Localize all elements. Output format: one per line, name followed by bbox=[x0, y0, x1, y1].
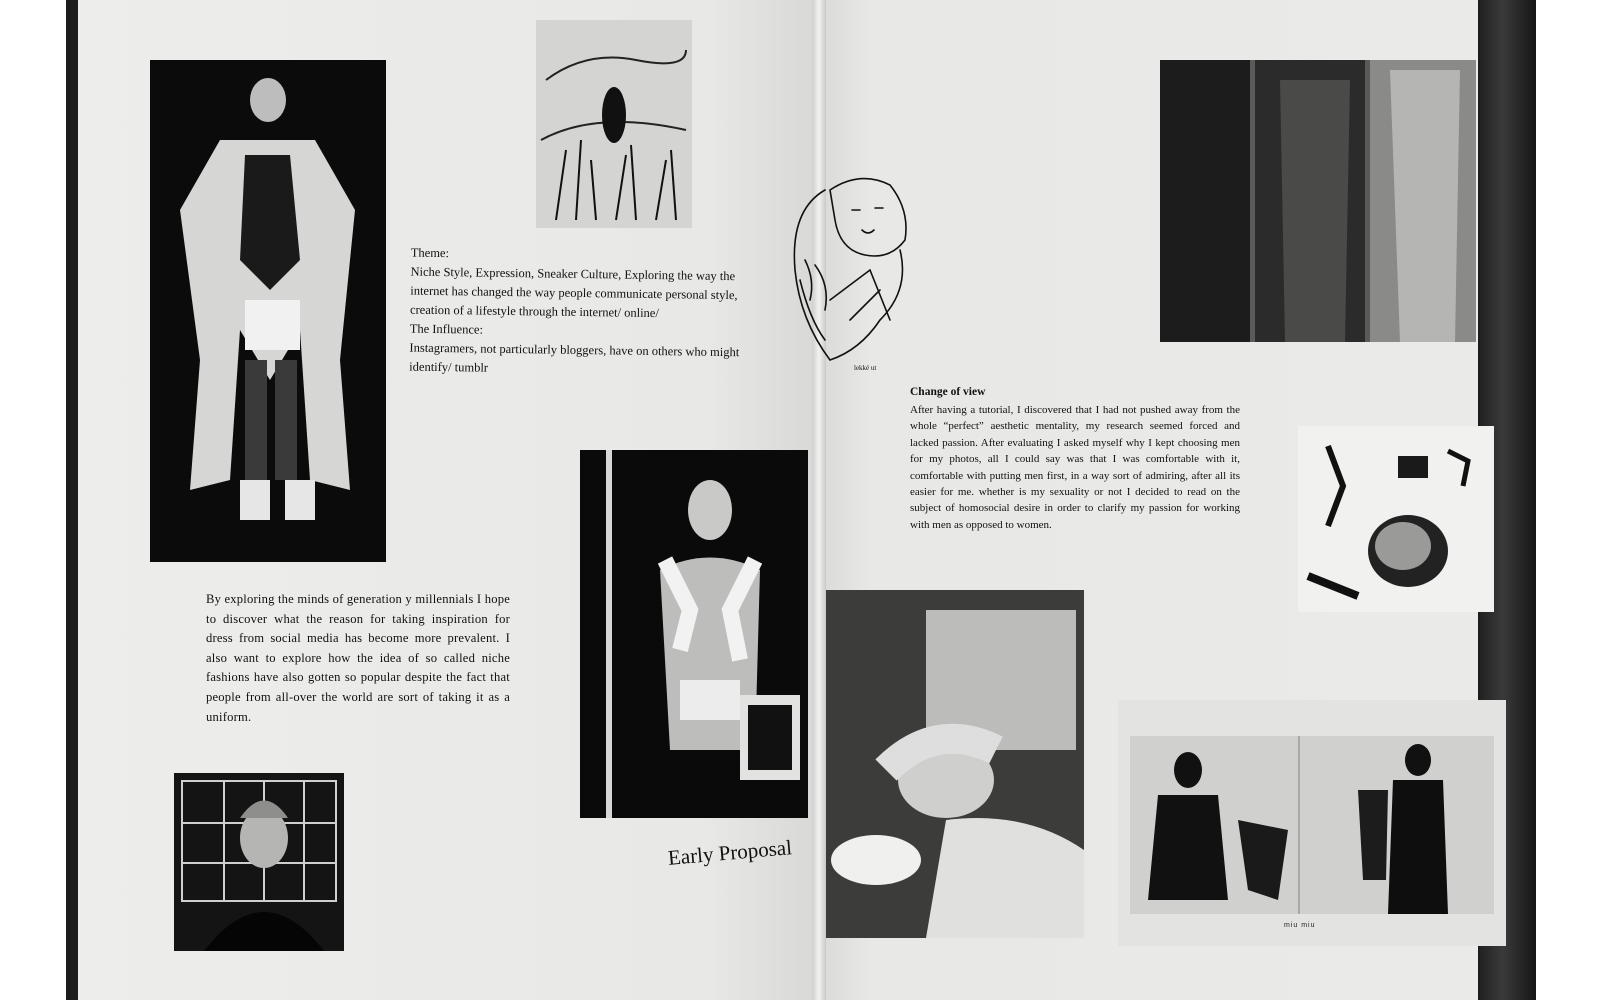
photo-man-with-towel bbox=[580, 450, 808, 818]
theme-text-block bbox=[409, 244, 751, 382]
line-drawing-face-sketch bbox=[770, 170, 940, 380]
change-of-view-paragraph: After having a tutorial, I discovered that I had not pushed away from the whole “perfect” aesthetic mentality, my research seemed forced and lacked passion. After evaluating I asked myself why I kept choosing men for my photos, all I could say was that I was comfortable with it, comfortable with putting men first, in a way sort of admiring, after all its easier for me. whether is my sexuality or not I decided to read on the subject of homosocial desire in order to clarify my passion for working with men as opposed to women. bbox=[910, 404, 1240, 531]
essay-paragraph: By exploring the minds of generation y millennials I hope to discover what the reason for taking inspiration for dress from social media has become more prevalent. I also want to explore how the idea of so called niche fashions have also gotten so popular despite the fact that people from all-over the world are sort of taking it as a uniform. bbox=[206, 592, 510, 724]
sketch-signature: lekké ut bbox=[854, 364, 877, 372]
theme-line: internet has changed the way people communicate personal style, bbox=[410, 283, 738, 303]
theme-line: The Influence: bbox=[409, 321, 484, 337]
ad-logo: miu miu bbox=[1284, 922, 1316, 929]
theme-line: Instagramers, not particularly bloggers, have on others who might bbox=[409, 340, 740, 360]
photo-trousers-group bbox=[1160, 60, 1476, 342]
photo-trench-coat-model bbox=[150, 60, 386, 562]
photo-man-lying-down bbox=[826, 590, 1084, 938]
theme-line: creation of a lifestyle through the internet/ online/ bbox=[409, 302, 659, 321]
photo-collage-figures bbox=[1298, 426, 1494, 612]
photo-man-beanie bbox=[174, 773, 344, 951]
early-proposal-caption: Early Proposal bbox=[667, 835, 793, 870]
book-spine bbox=[812, 0, 826, 1000]
change-of-view-heading: Change of view bbox=[910, 386, 986, 398]
sketch-grass-figure bbox=[536, 20, 692, 228]
theme-line: Theme: bbox=[410, 245, 450, 261]
theme-line: Niche Style, Expression, Sneaker Culture, Exploring the way the bbox=[410, 264, 736, 284]
ad-miumiu-spread bbox=[1118, 700, 1506, 946]
theme-line: identify/ tumblr bbox=[409, 359, 489, 375]
